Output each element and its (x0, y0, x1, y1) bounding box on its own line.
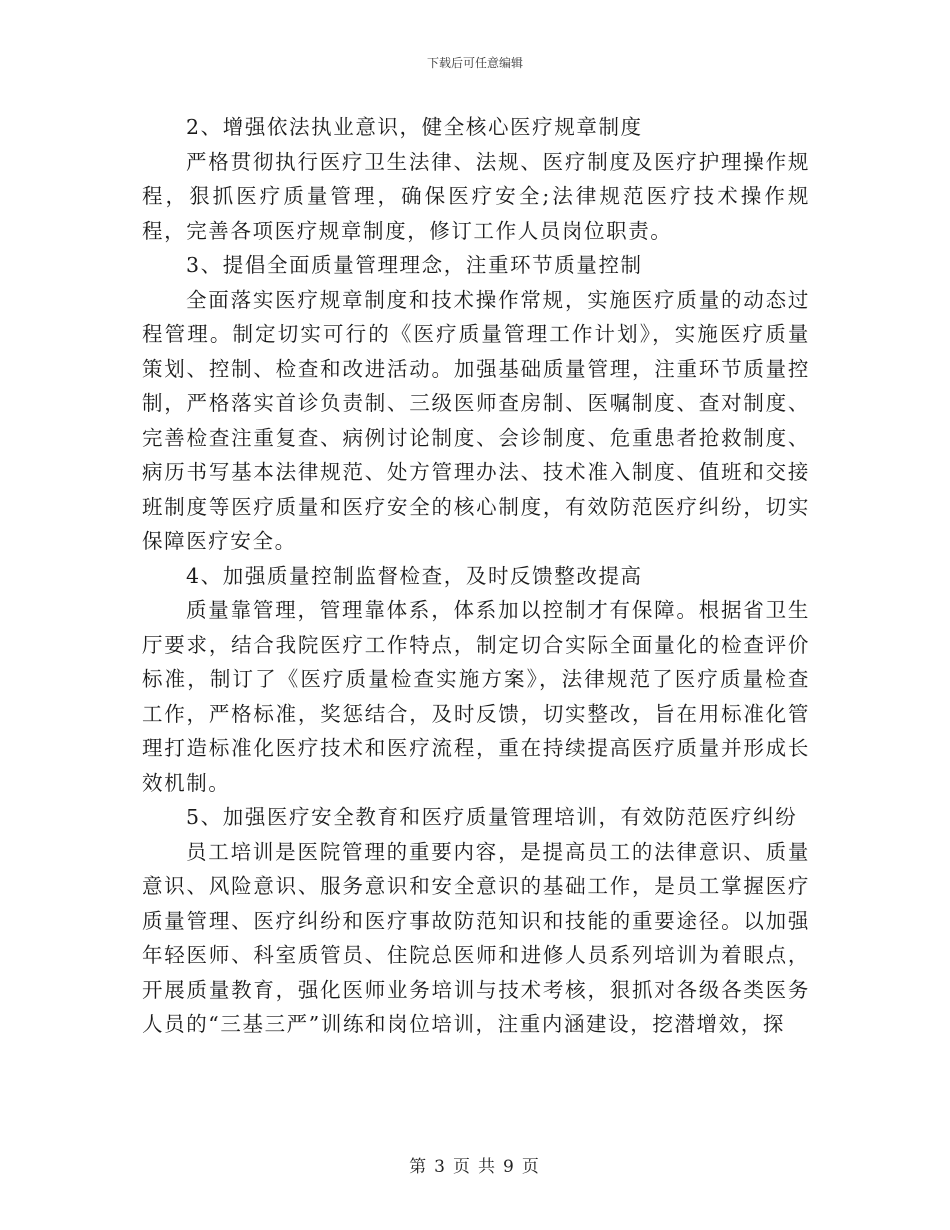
section-heading-4: 4、加强质量控制监督检查，及时反馈整改提高 (186, 563, 643, 588)
section-body-5: 员工培训是医院管理的重要内容，是提高员工的法律意识、质量意识、风险意识、服务意识和安全意识的基础工作，是员工掌握医疗质量管理、医疗纠纷和医疗事故防范知识和技能的重要途径。以加强年轻医师、科室质管员、住院总医师和进修人员系列培训为着眼点，开展质量教育，强化医师业务培训与技术考核，狠抓对各级各类医务人员的“三基三严”训练和岗位培训，注重内涵建设，挖潜增效，探 (142, 839, 810, 1036)
page-footer (0, 1152, 950, 1177)
header-note: 下载后可任意编辑 (426, 56, 523, 70)
section-heading-2: 2、增强依法执业意识，健全核心医疗规章制度 (186, 115, 643, 139)
footer-page-word: 页 (453, 1157, 472, 1177)
section-heading-5: 5、加强医疗安全教育和医疗质量管理培训，有效防范医疗纠纷 (186, 805, 798, 829)
footer-current-page: 3 (434, 1157, 447, 1177)
footer-suffix: 页 (521, 1157, 541, 1177)
footer-total-pages: 9 (503, 1157, 516, 1177)
section-body-4: 质量靠管理，管理靠体系，体系加以控制才有保障。根据省卫生厅要求，结合我院医疗工作特点，制定切合实际全面量化的检查评价标准，制订了《医疗质量检查实施方案》，法律规范了医疗质量检查工作，严格标准，奖惩结合，及时反馈，切实整改，旨在用标准化管理打造标准化医疗技术和医疗流程，重在持续提高医疗质量并形成长效机制。 (142, 598, 810, 795)
footer-prefix: 第 (409, 1157, 429, 1177)
section-heading-3: 3、提倡全面质量管理理念，注重环节质量控制 (186, 253, 643, 277)
section-body-3: 全面落实医疗规章制度和技术操作常规，实施医疗质量的动态过程管理。制定切实可行的《医疗质量管理工作计划》，实施医疗质量策划、控制、检查和改进活动。加强基础质量管理，注重环节质量控制，严格落实首诊负责制、三级医师查房制、医嘱制度、查对制度、完善检查注重复查、病例讨论制度、会诊制度、危重患者抢救制度、病历书写基本法律规范、处方管理办法、技术准入制度、值班和交接班制度等医疗质量和医疗安全的核心制度，有效防范医疗纠纷，切实保障医疗安全。 (142, 287, 810, 553)
footer-total-word: 共 (478, 1157, 497, 1177)
section-body-2: 严格贯彻执行医疗卫生法律、法规、医疗制度及医疗护理操作规程，狠抓医疗质量管理，确保医疗安全;法律规范医疗技术操作规程，完善各项医疗规章制度，修订工作人员岗位职责。 (142, 149, 810, 243)
document-body (142, 110, 810, 1042)
